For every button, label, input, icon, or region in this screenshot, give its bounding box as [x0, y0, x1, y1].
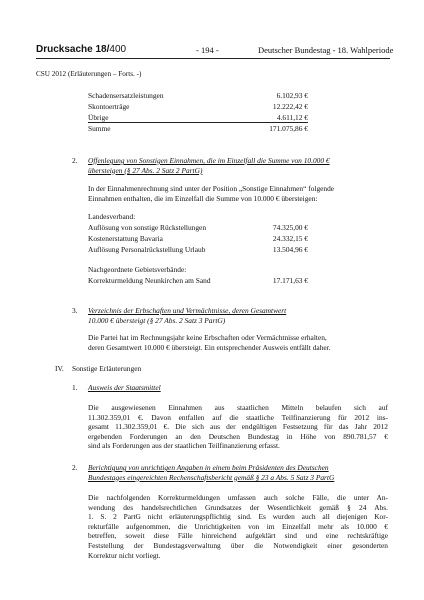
header-publisher: Deutscher Bundestag - 18. Wahlperiode	[258, 45, 394, 55]
table1-value: 171.075,86 €	[269, 124, 308, 133]
heading-line: Bundestages eingereichten Rechenschaftsbericht gemäß § 23 a Abs. 5 Satz 3 PartG	[88, 472, 335, 482]
item-label: Auflösung Personalrückstellung Urlaub	[88, 245, 206, 254]
section-heading	[88, 306, 388, 325]
item-value: 17.171,63 €	[272, 276, 308, 285]
paragraph-line: gesamt 11.302.359,01 €. Die sich aus der endgültigen Festsetzung für das Jahr 2012	[88, 422, 388, 432]
paragraph-line: betreffen, soweit diese Fälle hinreichend aufgeklärt sind und eine rechtskräftige	[88, 531, 388, 541]
table1-label: Schadensersatzleistungen	[88, 91, 164, 100]
paragraph-line: 1. S. 2 PartG nicht erläuterungspflichtig sind. Es wurden auch all diejenigen Kor-	[88, 512, 388, 522]
paragraph-line: Einnahmen enthalten, die im Einzelfall die Summe von 10.000 € übersteigen:	[88, 193, 318, 203]
item-label: Korrekturmeldung Neunkirchen am Sand	[88, 276, 211, 285]
section-heading	[88, 463, 388, 482]
paragraph	[88, 333, 388, 352]
item-label: Kostenerstattung Bavaria	[88, 234, 163, 243]
paragraph-line: In der Einnahmenrechnung sind unter der Position „Sonstige Einnahmen“ folgende	[88, 184, 335, 193]
item-value: 74.325,00 €	[272, 223, 308, 232]
heading-line: übersteigen (§ 27 Abs. 2 Satz 2 PartG)	[88, 165, 203, 175]
heading-line: 10.000 € übersteigt (§ 27 Abs. 2 Satz 3 PartG)	[88, 315, 226, 325]
section-number: 3.	[72, 306, 78, 315]
section-number: 1.	[72, 383, 78, 392]
heading-line: Berichtigung von unrichtigen Angaben in einem beim Präsidenten des Deutschen	[88, 463, 329, 472]
header-rule	[36, 58, 390, 59]
item-label: Auflösung von sonstige Rückstellungen	[88, 223, 207, 232]
paragraph-line: 11.302.359,01 €. Davon entfallen auf die staatliche Teilfinanzierung für 2012 ins-	[88, 412, 388, 422]
table1-value: 12.222,42 €	[272, 102, 308, 111]
table1-value: 6.102,93 €	[276, 91, 308, 100]
group-title: Landesverband:	[88, 212, 136, 221]
document-number-bold: Drucksache 18/	[36, 44, 110, 55]
document-number	[36, 44, 126, 55]
group-title: Nachgeordnete Gebietsverbände:	[88, 265, 187, 274]
paragraph-line: rekturfälle aufgenommen, die Unrichtigkeiten von im Einzelfall mehr als 10.000 €	[88, 521, 388, 531]
page-number: - 194 -	[196, 45, 219, 55]
running-title: CSU 2012 (Erläuterungen – Forts. -)	[36, 70, 142, 78]
paragraph-line: wendung des handelsrechtlichen Grundsatzes der Wesentlichkeit gemäß § 24 Abs.	[88, 502, 388, 512]
heading-line: Verzeichnis der Erbschaften und Vermächtnisse, deren Gesamtwert	[88, 306, 287, 315]
paragraph-line: deren Gesamtwert 10.000 € übersteigt. Ein entsprechender Ausweis entfällt daher.	[88, 342, 331, 352]
paragraph	[88, 493, 388, 560]
paragraph-line: Korrektur nicht vorliegt.	[88, 550, 161, 560]
document-number-light: 400	[109, 44, 127, 55]
table1-label: Skontoerträge	[88, 102, 130, 111]
item-value: 13.504,96 €	[272, 245, 308, 254]
section-number: 2.	[72, 463, 78, 472]
paragraph-line: sind als Forderungen aus der staatlichen Teilfinanzierung erfasst.	[88, 441, 280, 451]
paragraph-line: Die ausgewiesenen Einnahmen aus staatlichen Mitteln belaufen sich auf	[88, 403, 388, 412]
table1-label: Übrige	[88, 113, 109, 122]
part-number: IV.	[55, 364, 64, 373]
paragraph	[88, 184, 388, 203]
item-value: 24.332,15 €	[272, 234, 308, 243]
table1-value: 4.611,12 €	[276, 113, 308, 122]
paragraph-line: Die Partei hat im Rechnungsjahr keine Erbschaften oder Vermächtnisse erhalten,	[88, 333, 327, 342]
paragraph-line: ergebenden Forderungen an den Deutschen Bundestag in Höhe von 890.781,57 €	[88, 431, 388, 441]
paragraph	[88, 403, 388, 451]
part-title: Sonstige Erläuterungen	[72, 364, 142, 373]
section-number: 2.	[72, 156, 78, 165]
paragraph-line: Feststellung der Bundestagsverwaltung über die Notwendigkeit einer gesonderten	[88, 540, 388, 550]
heading-line: Offenlegung von Sonstigen Einnahmen, die im Einzelfall die Summe von 10.000 €	[88, 156, 330, 165]
section-heading	[88, 156, 388, 175]
paragraph-line: Die nachfolgenden Korrekturmeldungen umfassen auch solche Fälle, die unter An-	[88, 493, 388, 502]
table1-label: Summe	[88, 124, 111, 133]
sum-rule	[88, 122, 308, 123]
section-heading: Ausweis der Staatsmittel	[88, 383, 161, 392]
